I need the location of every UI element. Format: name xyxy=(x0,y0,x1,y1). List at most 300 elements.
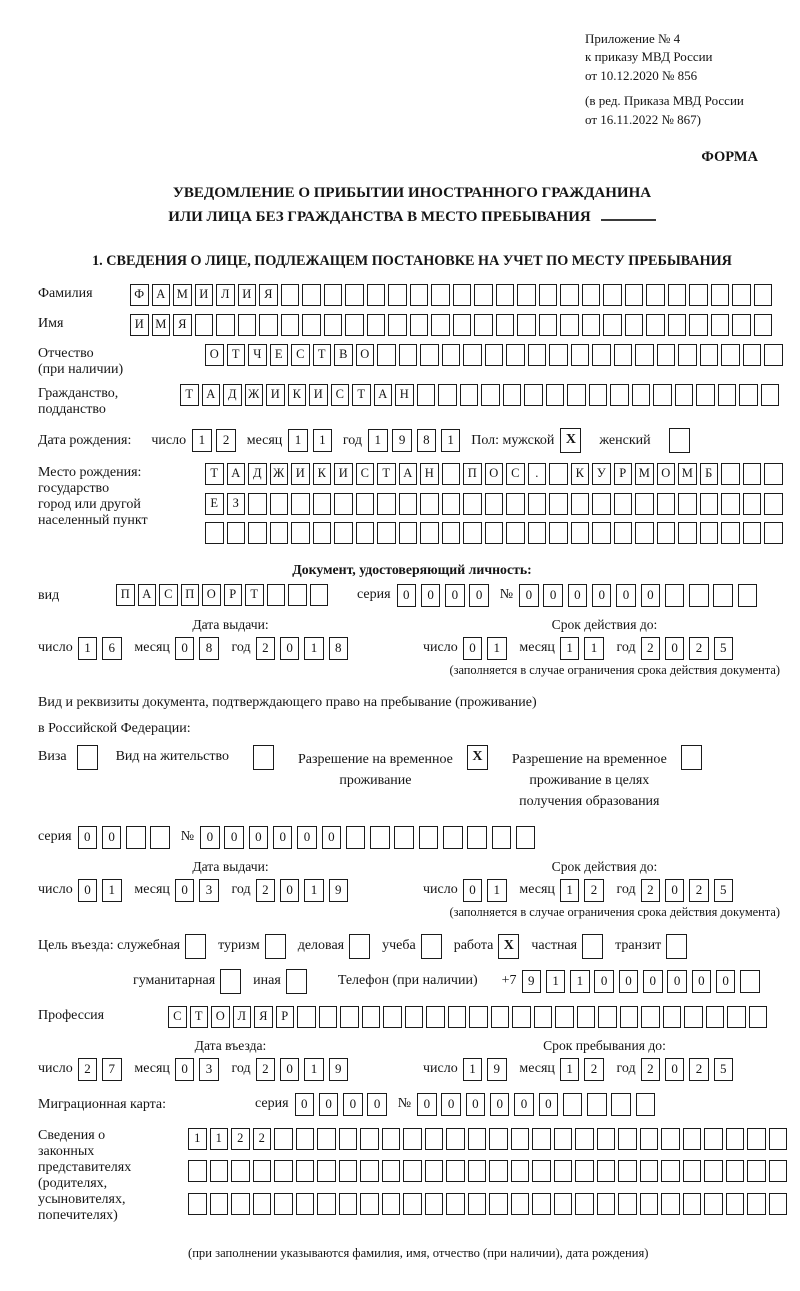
form-cell[interactable] xyxy=(539,284,558,306)
form-cell[interactable]: И xyxy=(266,384,285,406)
form-cell[interactable] xyxy=(620,1006,639,1028)
form-cell[interactable] xyxy=(259,314,278,336)
form-cell[interactable] xyxy=(528,522,547,544)
form-cell[interactable]: 0 xyxy=(175,879,195,902)
form-cell[interactable] xyxy=(291,493,310,515)
form-cell[interactable] xyxy=(554,1128,573,1150)
form-cell[interactable] xyxy=(739,384,758,406)
form-cell[interactable]: 5 xyxy=(714,637,734,660)
form-cell[interactable] xyxy=(421,934,442,959)
form-cell[interactable] xyxy=(345,314,364,336)
form-cell[interactable] xyxy=(77,745,98,770)
form-cell[interactable] xyxy=(532,1128,551,1150)
doc-type-cells[interactable] xyxy=(116,584,331,606)
form-cell[interactable]: 2 xyxy=(584,879,604,902)
form-cell[interactable]: 2 xyxy=(689,1058,709,1081)
purpose-humanitarian-checkbox[interactable] xyxy=(220,969,241,994)
form-cell[interactable]: Е xyxy=(270,344,289,366)
form-cell[interactable]: 0 xyxy=(175,637,195,660)
form-cell[interactable] xyxy=(334,522,353,544)
form-cell[interactable] xyxy=(253,1193,272,1215)
form-cell[interactable] xyxy=(489,1193,508,1215)
form-cell[interactable] xyxy=(704,1128,723,1150)
doc-number-cells[interactable] xyxy=(519,584,762,607)
form-cell[interactable]: 1 xyxy=(487,879,507,902)
form-cell[interactable] xyxy=(678,522,697,544)
form-cell[interactable] xyxy=(313,493,332,515)
form-cell[interactable] xyxy=(453,314,472,336)
form-cell[interactable] xyxy=(370,826,390,849)
form-cell[interactable] xyxy=(769,1128,788,1150)
birth-place-cells-row2[interactable] xyxy=(205,493,786,515)
form-cell[interactable] xyxy=(657,344,676,366)
form-cell[interactable]: 2 xyxy=(689,879,709,902)
form-cell[interactable]: 2 xyxy=(253,1128,272,1150)
form-cell[interactable] xyxy=(270,493,289,515)
form-cell[interactable]: X xyxy=(467,745,488,770)
form-cell[interactable]: П xyxy=(463,463,482,485)
form-cell[interactable] xyxy=(764,493,783,515)
form-cell[interactable] xyxy=(468,1160,487,1182)
form-cell[interactable]: 2 xyxy=(78,1058,98,1081)
form-cell[interactable] xyxy=(632,384,651,406)
form-cell[interactable]: 0 xyxy=(441,1093,461,1116)
form-cell[interactable]: Т xyxy=(227,344,246,366)
form-cell[interactable]: 0 xyxy=(665,879,685,902)
form-cell[interactable] xyxy=(511,1128,530,1150)
form-cell[interactable] xyxy=(747,1160,766,1182)
form-cell[interactable]: А xyxy=(202,384,221,406)
form-cell[interactable] xyxy=(598,1006,617,1028)
form-cell[interactable] xyxy=(554,1193,573,1215)
form-cell[interactable]: Ж xyxy=(270,463,289,485)
form-cell[interactable] xyxy=(394,826,414,849)
form-cell[interactable] xyxy=(700,522,719,544)
form-cell[interactable] xyxy=(296,1193,315,1215)
form-cell[interactable]: 0 xyxy=(543,584,563,607)
form-cell[interactable] xyxy=(420,522,439,544)
form-cell[interactable] xyxy=(360,1160,379,1182)
form-cell[interactable]: 2 xyxy=(689,637,709,660)
form-cell[interactable]: И xyxy=(195,284,214,306)
form-cell[interactable] xyxy=(399,344,418,366)
form-cell[interactable] xyxy=(453,284,472,306)
form-cell[interactable] xyxy=(597,1128,616,1150)
form-cell[interactable]: 0 xyxy=(78,879,98,902)
form-cell[interactable] xyxy=(463,493,482,515)
form-cell[interactable] xyxy=(549,522,568,544)
purpose-work-checkbox[interactable] xyxy=(498,934,519,959)
form-cell[interactable]: И xyxy=(334,463,353,485)
form-cell[interactable] xyxy=(442,463,461,485)
form-cell[interactable]: О xyxy=(211,1006,230,1028)
form-cell[interactable] xyxy=(635,344,654,366)
form-cell[interactable] xyxy=(754,314,773,336)
form-cell[interactable] xyxy=(575,1193,594,1215)
form-cell[interactable] xyxy=(403,1160,422,1182)
form-cell[interactable] xyxy=(481,384,500,406)
form-cell[interactable]: 0 xyxy=(78,826,98,849)
form-cell[interactable]: 0 xyxy=(297,826,317,849)
form-cell[interactable] xyxy=(589,384,608,406)
form-cell[interactable] xyxy=(377,522,396,544)
form-cell[interactable] xyxy=(313,522,332,544)
form-cell[interactable] xyxy=(528,493,547,515)
form-cell[interactable] xyxy=(231,1193,250,1215)
form-cell[interactable]: С xyxy=(159,584,178,606)
form-cell[interactable]: 0 xyxy=(641,584,661,607)
form-cell[interactable]: А xyxy=(138,584,157,606)
form-cell[interactable] xyxy=(238,314,257,336)
form-cell[interactable] xyxy=(614,493,633,515)
form-cell[interactable]: А xyxy=(374,384,393,406)
entry-month-cells[interactable] xyxy=(175,1058,224,1081)
form-cell[interactable] xyxy=(704,1160,723,1182)
form-cell[interactable] xyxy=(743,493,762,515)
form-cell[interactable] xyxy=(485,344,504,366)
form-cell[interactable]: Б xyxy=(700,463,719,485)
form-cell[interactable]: 9 xyxy=(487,1058,507,1081)
form-cell[interactable]: К xyxy=(313,463,332,485)
form-cell[interactable] xyxy=(587,1093,607,1116)
form-cell[interactable] xyxy=(349,934,370,959)
form-cell[interactable]: М xyxy=(678,463,697,485)
form-cell[interactable]: 0 xyxy=(716,970,736,993)
form-cell[interactable] xyxy=(747,1128,766,1150)
purpose-other-checkbox[interactable] xyxy=(286,969,307,994)
form-cell[interactable]: 0 xyxy=(280,879,300,902)
form-cell[interactable]: Л xyxy=(216,284,235,306)
form-cell[interactable]: 2 xyxy=(256,637,276,660)
form-cell[interactable]: Ч xyxy=(248,344,267,366)
form-cell[interactable] xyxy=(582,284,601,306)
migration-number-cells[interactable] xyxy=(417,1093,660,1116)
form-cell[interactable]: О xyxy=(657,463,676,485)
form-cell[interactable] xyxy=(625,314,644,336)
form-cell[interactable]: 2 xyxy=(231,1128,250,1150)
form-cell[interactable] xyxy=(317,1128,336,1150)
form-cell[interactable] xyxy=(496,314,515,336)
form-cell[interactable]: Р xyxy=(276,1006,295,1028)
form-cell[interactable]: 2 xyxy=(584,1058,604,1081)
form-cell[interactable]: 0 xyxy=(514,1093,534,1116)
form-cell[interactable] xyxy=(267,584,286,606)
form-cell[interactable] xyxy=(288,584,307,606)
form-cell[interactable] xyxy=(188,1160,207,1182)
form-cell[interactable] xyxy=(732,314,751,336)
form-cell[interactable]: 1 xyxy=(102,879,122,902)
form-cell[interactable] xyxy=(205,522,224,544)
form-cell[interactable] xyxy=(296,1160,315,1182)
form-cell[interactable] xyxy=(549,493,568,515)
form-cell[interactable]: 0 xyxy=(200,826,220,849)
permit-number-cells[interactable] xyxy=(200,826,540,849)
form-cell[interactable] xyxy=(302,284,321,306)
form-cell[interactable] xyxy=(403,1193,422,1215)
form-cell[interactable] xyxy=(683,1193,702,1215)
purpose-tourism-checkbox[interactable] xyxy=(265,934,286,959)
form-cell[interactable]: 1 xyxy=(313,429,333,452)
form-cell[interactable] xyxy=(438,384,457,406)
form-cell[interactable]: 0 xyxy=(280,1058,300,1081)
form-cell[interactable] xyxy=(485,522,504,544)
form-cell[interactable] xyxy=(524,384,543,406)
form-cell[interactable]: 7 xyxy=(102,1058,122,1081)
form-cell[interactable] xyxy=(611,1093,631,1116)
form-cell[interactable] xyxy=(425,1128,444,1150)
representatives-cells-row3[interactable] xyxy=(188,1193,790,1215)
form-cell[interactable]: 0 xyxy=(665,637,685,660)
doc-issue-month-cells[interactable] xyxy=(175,637,224,660)
form-cell[interactable] xyxy=(253,1160,272,1182)
form-cell[interactable] xyxy=(339,1128,358,1150)
gender-female-checkbox[interactable] xyxy=(669,428,690,453)
form-cell[interactable] xyxy=(425,1160,444,1182)
form-cell[interactable] xyxy=(467,826,487,849)
form-cell[interactable] xyxy=(419,826,439,849)
form-cell[interactable] xyxy=(592,493,611,515)
form-cell[interactable]: Л xyxy=(233,1006,252,1028)
form-cell[interactable]: 1 xyxy=(304,879,324,902)
form-cell[interactable]: В xyxy=(334,344,353,366)
form-cell[interactable] xyxy=(661,1128,680,1150)
form-cell[interactable] xyxy=(696,384,715,406)
form-cell[interactable] xyxy=(468,1193,487,1215)
form-cell[interactable] xyxy=(636,1093,656,1116)
form-cell[interactable] xyxy=(210,1193,229,1215)
form-cell[interactable]: 0 xyxy=(665,1058,685,1081)
form-cell[interactable] xyxy=(657,493,676,515)
form-cell[interactable]: С xyxy=(356,463,375,485)
form-cell[interactable]: 1 xyxy=(546,970,566,993)
form-cell[interactable] xyxy=(248,522,267,544)
citizenship-cells[interactable] xyxy=(180,384,782,406)
form-cell[interactable] xyxy=(689,284,708,306)
form-cell[interactable] xyxy=(399,522,418,544)
form-cell[interactable] xyxy=(563,1093,583,1116)
migration-series-cells[interactable] xyxy=(295,1093,392,1116)
form-cell[interactable] xyxy=(463,522,482,544)
form-cell[interactable]: 0 xyxy=(445,584,465,607)
form-cell[interactable] xyxy=(718,384,737,406)
purpose-official-checkbox[interactable] xyxy=(185,934,206,959)
edu-permit-checkbox[interactable] xyxy=(681,745,702,770)
form-cell[interactable]: Т xyxy=(180,384,199,406)
form-cell[interactable]: 9 xyxy=(329,1058,349,1081)
patronymic-cells[interactable] xyxy=(205,344,786,366)
form-cell[interactable] xyxy=(711,284,730,306)
form-cell[interactable]: А xyxy=(227,463,246,485)
birth-year-cells[interactable] xyxy=(368,429,465,452)
form-cell[interactable]: Д xyxy=(223,384,242,406)
form-cell[interactable] xyxy=(442,344,461,366)
form-cell[interactable]: 8 xyxy=(199,637,219,660)
form-cell[interactable] xyxy=(377,493,396,515)
form-cell[interactable]: О xyxy=(356,344,375,366)
form-cell[interactable] xyxy=(446,1193,465,1215)
form-cell[interactable] xyxy=(721,493,740,515)
form-cell[interactable]: . xyxy=(528,463,547,485)
form-cell[interactable]: Ж xyxy=(245,384,264,406)
entry-day-cells[interactable] xyxy=(78,1058,127,1081)
form-cell[interactable] xyxy=(420,493,439,515)
form-cell[interactable] xyxy=(754,284,773,306)
form-cell[interactable] xyxy=(743,522,762,544)
form-cell[interactable]: М xyxy=(152,314,171,336)
form-cell[interactable] xyxy=(675,384,694,406)
form-cell[interactable] xyxy=(286,969,307,994)
form-cell[interactable] xyxy=(511,1193,530,1215)
form-cell[interactable] xyxy=(360,1128,379,1150)
residence-permit-checkbox[interactable] xyxy=(253,745,274,770)
form-cell[interactable] xyxy=(417,384,436,406)
form-cell[interactable]: Н xyxy=(420,463,439,485)
representatives-cells-row2[interactable] xyxy=(188,1160,790,1182)
form-cell[interactable] xyxy=(740,970,760,993)
form-cell[interactable]: 6 xyxy=(102,637,122,660)
form-cell[interactable] xyxy=(485,493,504,515)
stay-year-cells[interactable] xyxy=(641,1058,738,1081)
form-cell[interactable]: 2 xyxy=(256,1058,276,1081)
form-cell[interactable]: Н xyxy=(395,384,414,406)
form-cell[interactable] xyxy=(663,1006,682,1028)
form-cell[interactable] xyxy=(669,428,690,453)
form-cell[interactable] xyxy=(431,284,450,306)
form-cell[interactable] xyxy=(711,314,730,336)
form-cell[interactable] xyxy=(446,1128,465,1150)
form-cell[interactable]: 9 xyxy=(392,429,412,452)
doc-valid-month-cells[interactable] xyxy=(560,637,609,660)
temp-permit-checkbox[interactable] xyxy=(467,745,488,770)
form-cell[interactable]: 0 xyxy=(619,970,639,993)
form-cell[interactable]: З xyxy=(227,493,246,515)
form-cell[interactable] xyxy=(405,1006,424,1028)
form-cell[interactable]: Т xyxy=(313,344,332,366)
form-cell[interactable]: 2 xyxy=(641,637,661,660)
form-cell[interactable]: 5 xyxy=(714,879,734,902)
form-cell[interactable] xyxy=(640,1160,659,1182)
form-cell[interactable] xyxy=(492,826,512,849)
form-cell[interactable] xyxy=(618,1193,637,1215)
form-cell[interactable] xyxy=(618,1128,637,1150)
form-cell[interactable] xyxy=(297,1006,316,1028)
form-cell[interactable]: 0 xyxy=(102,826,122,849)
form-cell[interactable] xyxy=(764,463,783,485)
form-cell[interactable]: 0 xyxy=(469,584,489,607)
form-cell[interactable]: И xyxy=(238,284,257,306)
form-cell[interactable] xyxy=(503,384,522,406)
form-cell[interactable] xyxy=(281,314,300,336)
form-cell[interactable] xyxy=(665,584,685,607)
birth-month-cells[interactable] xyxy=(288,429,337,452)
form-cell[interactable] xyxy=(646,314,665,336)
form-cell[interactable] xyxy=(560,314,579,336)
permit-issue-year-cells[interactable] xyxy=(256,879,353,902)
form-cell[interactable] xyxy=(448,1006,467,1028)
form-cell[interactable] xyxy=(443,826,463,849)
form-cell[interactable] xyxy=(231,1160,250,1182)
birth-day-cells[interactable] xyxy=(192,429,241,452)
form-cell[interactable] xyxy=(681,745,702,770)
form-cell[interactable] xyxy=(575,1128,594,1150)
form-cell[interactable] xyxy=(534,1006,553,1028)
form-cell[interactable]: 1 xyxy=(463,1058,483,1081)
phone-cells[interactable] xyxy=(522,970,765,993)
form-cell[interactable] xyxy=(761,384,780,406)
form-cell[interactable]: 1 xyxy=(570,970,590,993)
form-cell[interactable]: 2 xyxy=(641,879,661,902)
form-cell[interactable]: 9 xyxy=(522,970,542,993)
form-cell[interactable]: Ф xyxy=(130,284,149,306)
purpose-study-checkbox[interactable] xyxy=(421,934,442,959)
form-cell[interactable] xyxy=(689,314,708,336)
form-cell[interactable]: 1 xyxy=(368,429,388,452)
form-cell[interactable] xyxy=(567,384,586,406)
form-cell[interactable] xyxy=(635,493,654,515)
form-cell[interactable]: 0 xyxy=(592,584,612,607)
form-cell[interactable] xyxy=(265,934,286,959)
stay-month-cells[interactable] xyxy=(560,1058,609,1081)
form-cell[interactable] xyxy=(489,1128,508,1150)
form-cell[interactable] xyxy=(689,584,709,607)
form-cell[interactable] xyxy=(362,1006,381,1028)
form-cell[interactable]: 1 xyxy=(192,429,212,452)
permit-valid-month-cells[interactable] xyxy=(560,879,609,902)
purpose-business-checkbox[interactable] xyxy=(349,934,370,959)
form-cell[interactable]: 0 xyxy=(343,1093,363,1116)
form-cell[interactable]: 1 xyxy=(560,879,580,902)
form-cell[interactable]: У xyxy=(592,463,611,485)
form-cell[interactable] xyxy=(603,284,622,306)
form-cell[interactable]: И xyxy=(309,384,328,406)
form-cell[interactable] xyxy=(539,314,558,336)
doc-issue-year-cells[interactable] xyxy=(256,637,353,660)
form-cell[interactable] xyxy=(195,314,214,336)
form-cell[interactable] xyxy=(274,1160,293,1182)
form-cell[interactable]: 0 xyxy=(568,584,588,607)
purpose-private-checkbox[interactable] xyxy=(582,934,603,959)
form-cell[interactable]: 0 xyxy=(295,1093,315,1116)
form-cell[interactable] xyxy=(512,1006,531,1028)
form-cell[interactable]: Е xyxy=(205,493,224,515)
form-cell[interactable] xyxy=(769,1160,788,1182)
form-cell[interactable]: 0 xyxy=(421,584,441,607)
gender-male-checkbox[interactable] xyxy=(560,428,581,453)
form-cell[interactable] xyxy=(506,344,525,366)
form-cell[interactable] xyxy=(582,934,603,959)
form-cell[interactable] xyxy=(704,1193,723,1215)
form-cell[interactable] xyxy=(388,314,407,336)
form-cell[interactable] xyxy=(382,1128,401,1150)
form-cell[interactable] xyxy=(683,1128,702,1150)
permit-valid-day-cells[interactable] xyxy=(463,879,512,902)
form-cell[interactable]: И xyxy=(291,463,310,485)
form-cell[interactable]: 0 xyxy=(367,1093,387,1116)
form-cell[interactable] xyxy=(399,493,418,515)
form-cell[interactable] xyxy=(403,1128,422,1150)
form-cell[interactable] xyxy=(747,1193,766,1215)
form-cell[interactable] xyxy=(727,1006,746,1028)
form-cell[interactable] xyxy=(640,1128,659,1150)
form-cell[interactable]: 0 xyxy=(466,1093,486,1116)
form-cell[interactable] xyxy=(474,314,493,336)
form-cell[interactable] xyxy=(571,493,590,515)
form-cell[interactable] xyxy=(592,344,611,366)
permit-valid-year-cells[interactable] xyxy=(641,879,738,902)
form-cell[interactable] xyxy=(743,344,762,366)
form-cell[interactable] xyxy=(468,1128,487,1150)
form-cell[interactable] xyxy=(489,1160,508,1182)
